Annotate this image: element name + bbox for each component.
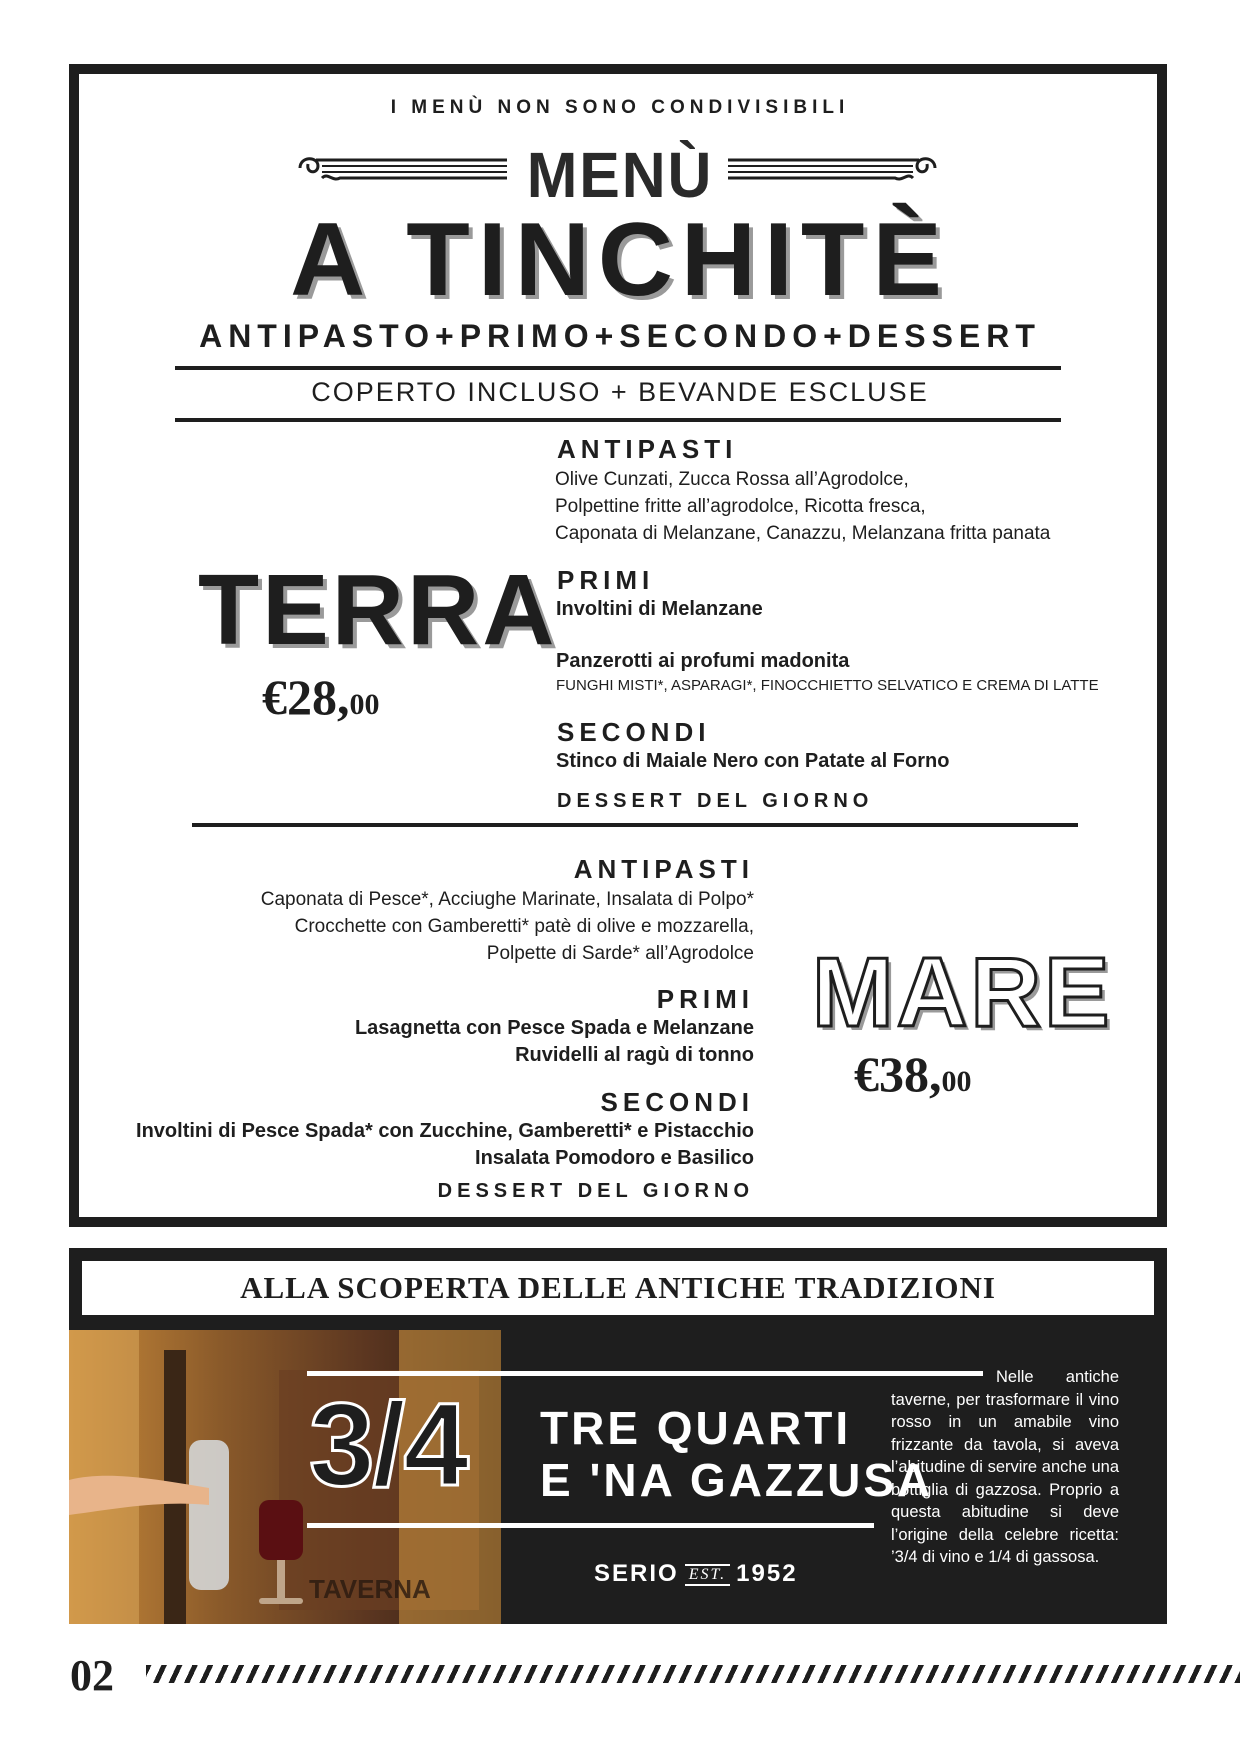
menu-notice: I MENÙ NON SONO CONDIVISIBILI <box>390 97 850 118</box>
terra-secondi-item: Stinco di Maiale Nero con Patate al Forno <box>556 750 950 772</box>
terra-antipasti-label: ANTIPASTI <box>557 434 738 464</box>
mare-antipasti-list <box>180 886 754 967</box>
tagline-line-1: TRE QUARTI <box>540 1402 852 1454</box>
mare-secondi-item: Involtini di Pesce Spada* con Zucchine, Gamberetti* e Pistacchio <box>136 1120 754 1142</box>
terra-antipasti-item: Olive Cunzati, Zucca Rossa all’Agrodolce, <box>555 469 909 490</box>
terra-antipasti-item: Caponata di Melanzane, Canazzu, Melanzana fritta panata <box>555 523 1051 544</box>
terra-antipasti-list <box>555 466 1115 547</box>
menu-title-big: A TINCHITÈ <box>290 202 950 318</box>
band-line-top <box>307 1371 983 1376</box>
band-title: ALLA SCOPERTA DELLE ANTICHE TRADIZIONI <box>240 1270 996 1305</box>
tagline <box>540 1402 933 1506</box>
terra-primi-note: FUNGHI MISTI*, ASPARAGI*, FINOCCHIETTO SELVATICO E CREMA DI LATTE <box>556 677 1099 694</box>
serio-logo <box>594 1560 798 1588</box>
mare-antipasti-item: Polpette di Sarde* all’Agrodolce <box>486 943 754 964</box>
mare-antipasti-item: Crocchette con Gamberetti* patè di olive e mozzarella, <box>294 916 754 937</box>
terra-secondi-label: SECONDI <box>557 717 711 747</box>
footer-dash-strip <box>146 1665 1240 1683</box>
mare-primi-item: Lasagnetta con Pesce Spada e Melanzane <box>354 1017 754 1039</box>
terra-dessert: DESSERT DEL GIORNO <box>557 790 874 812</box>
menu-title-small: MENÙ <box>526 139 714 211</box>
tagline-line-2: E 'NA GAZZUSA <box>540 1454 934 1506</box>
serio-year: 1952 <box>736 1560 798 1587</box>
fraction-heading: 3/4 <box>309 1379 468 1511</box>
terra-primi-label: PRIMI <box>557 565 655 595</box>
mare-price <box>854 1046 972 1102</box>
mare-secondi-list <box>100 1118 754 1172</box>
terra-price-main: €28, <box>262 669 350 725</box>
coperto-line: COPERTO INCLUSO + BEVANDE ESCLUSE <box>311 377 929 407</box>
page-number: 02 <box>70 1651 114 1700</box>
courses-line: ANTIPASTO+PRIMO+SECONDO+DESSERT <box>199 318 1041 354</box>
mare-primi-list <box>180 1015 754 1069</box>
mare-secondi-item: Insalata Pomodoro e Basilico <box>475 1147 754 1169</box>
tradition-text-first: Nelle antiche <box>996 1368 1119 1386</box>
terra-price-cents: 00 <box>349 688 380 721</box>
tradition-text-body: taverne, per trasformare il vino rosso in un amabile vino frizzante da tavola, si aveva l’abitudine di servire anche una bottiglia di gazzosa. Proprio a questa abitudine si deve l’origine della celebre ricetta: ’3/4 di vino e 1/4 di gassosa. <box>891 1390 1119 1566</box>
mare-price-main: €38, <box>854 1046 942 1102</box>
mare-heading: MARE <box>812 937 1113 1047</box>
terra-heading: TERRA <box>198 554 558 666</box>
tradition-text <box>891 1366 1119 1569</box>
terra-primi-item: Involtini di Melanzane <box>556 598 763 620</box>
terra-antipasti-item: Polpettine fritte all’agrodolce, Ricotta fresca, <box>555 496 926 517</box>
mare-primi-label: PRIMI <box>656 984 754 1014</box>
terra-primi-item: Panzerotti ai profumi madonita <box>556 650 850 672</box>
serio-brand: SERIO <box>594 1560 679 1587</box>
serio-est: EST. <box>685 1564 730 1586</box>
divider-middle <box>192 823 1078 827</box>
mare-antipasti-item: Caponata di Pesce*, Acciughe Marinate, Insalata di Polpo* <box>260 889 754 910</box>
mare-primi-item: Ruvidelli al ragù di tonno <box>515 1044 754 1066</box>
mare-antipasti-label: ANTIPASTI <box>573 854 754 884</box>
terra-price <box>262 669 380 725</box>
mare-price-cents: 00 <box>941 1065 972 1098</box>
divider-bottom <box>175 418 1061 422</box>
band-line-bottom <box>307 1523 874 1528</box>
taverna-sign: TAVERNA <box>309 1574 431 1604</box>
divider-top <box>175 366 1061 370</box>
mare-secondi-label: SECONDI <box>600 1087 754 1117</box>
mare-dessert: DESSERT DEL GIORNO <box>437 1180 754 1202</box>
